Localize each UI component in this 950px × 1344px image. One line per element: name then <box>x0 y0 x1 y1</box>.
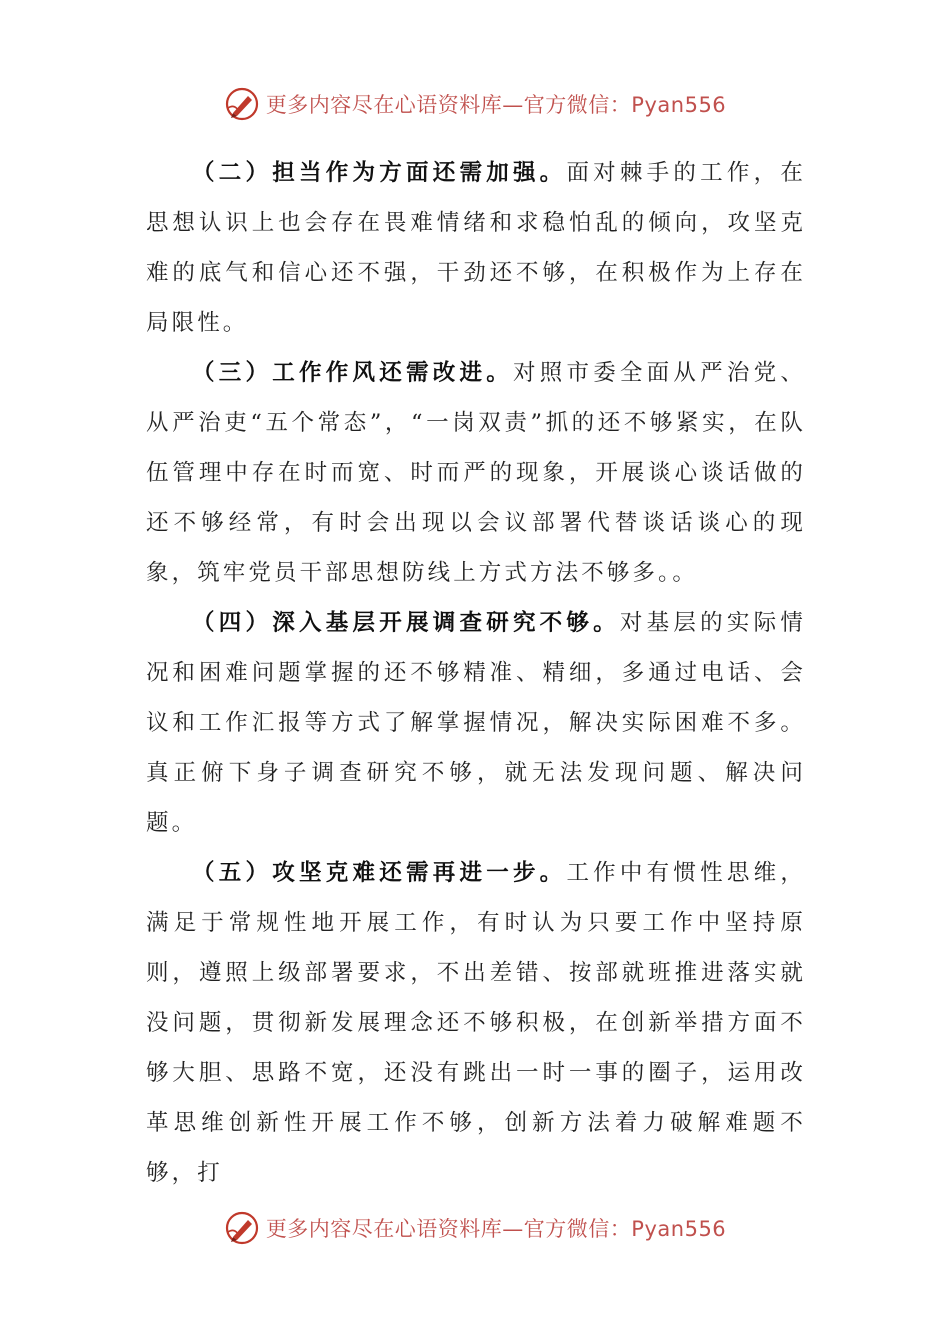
header-banner <box>0 84 950 124</box>
paragraph-heading: （五）攻坚克难还需再进一步。 <box>192 860 567 886</box>
footer-banner <box>0 1208 950 1248</box>
paragraph-body: 工作中有惯性思维，满足于常规性地开展工作，有时认为只要工作中坚持原则，遵照上级部署要求，不出差错、按部就班推进落实就没问题，贯彻新发展理念还不够积极，在创新举措方面不够大胆、思路不宽，还没有跳出一时一事的圈子，运用改革思维创新性开展工作不够，创新方法着力破解难题不够，打 <box>146 860 806 1186</box>
footer-banner-text: 更多内容尽在心语资料库—官方微信：Pyan556 <box>265 1217 727 1241</box>
paragraph-body: 对照市委全面从严治党、从严治吏“五个常态”，“一岗双责”抓的还不够紧实，在队伍管理中存在时而宽、时而严的现象，开展谈心谈话做的还不够经常，有时会出现以会议部署代替谈话谈心的现象，筑牢党员干部思想防线上方式方法不够多。。 <box>146 360 807 586</box>
paragraph-3 <box>146 348 806 598</box>
paragraph-heading: （二）担当作为方面还需加强。 <box>192 160 567 186</box>
paragraph-heading: （四）深入基层开展调查研究不够。 <box>192 610 620 636</box>
pen-logo-icon <box>224 86 260 122</box>
paragraph-2 <box>146 148 806 348</box>
header-banner-text: 更多内容尽在心语资料库—官方微信：Pyan556 <box>265 93 727 117</box>
paragraph-body: 面对棘手的工作，在思想认识上也会存在畏难情绪和求稳怕乱的倾向，攻坚克难的底气和信心还不强，干劲还不够，在积极作为上存在局限性。 <box>146 160 806 336</box>
paragraph-5 <box>146 848 806 1198</box>
document-body <box>146 148 806 1198</box>
paragraph-heading: （三）工作作风还需改进。 <box>192 360 513 386</box>
paragraph-4 <box>146 598 806 848</box>
pen-logo-icon <box>224 1210 260 1246</box>
paragraph-body: 对基层的实际情况和困难问题掌握的还不够精准、精细，多通过电话、会议和工作汇报等方式了解掌握情况，解决实际困难不多。真正俯下身子调查研究不够，就无法发现问题、解决问题。 <box>146 610 806 836</box>
